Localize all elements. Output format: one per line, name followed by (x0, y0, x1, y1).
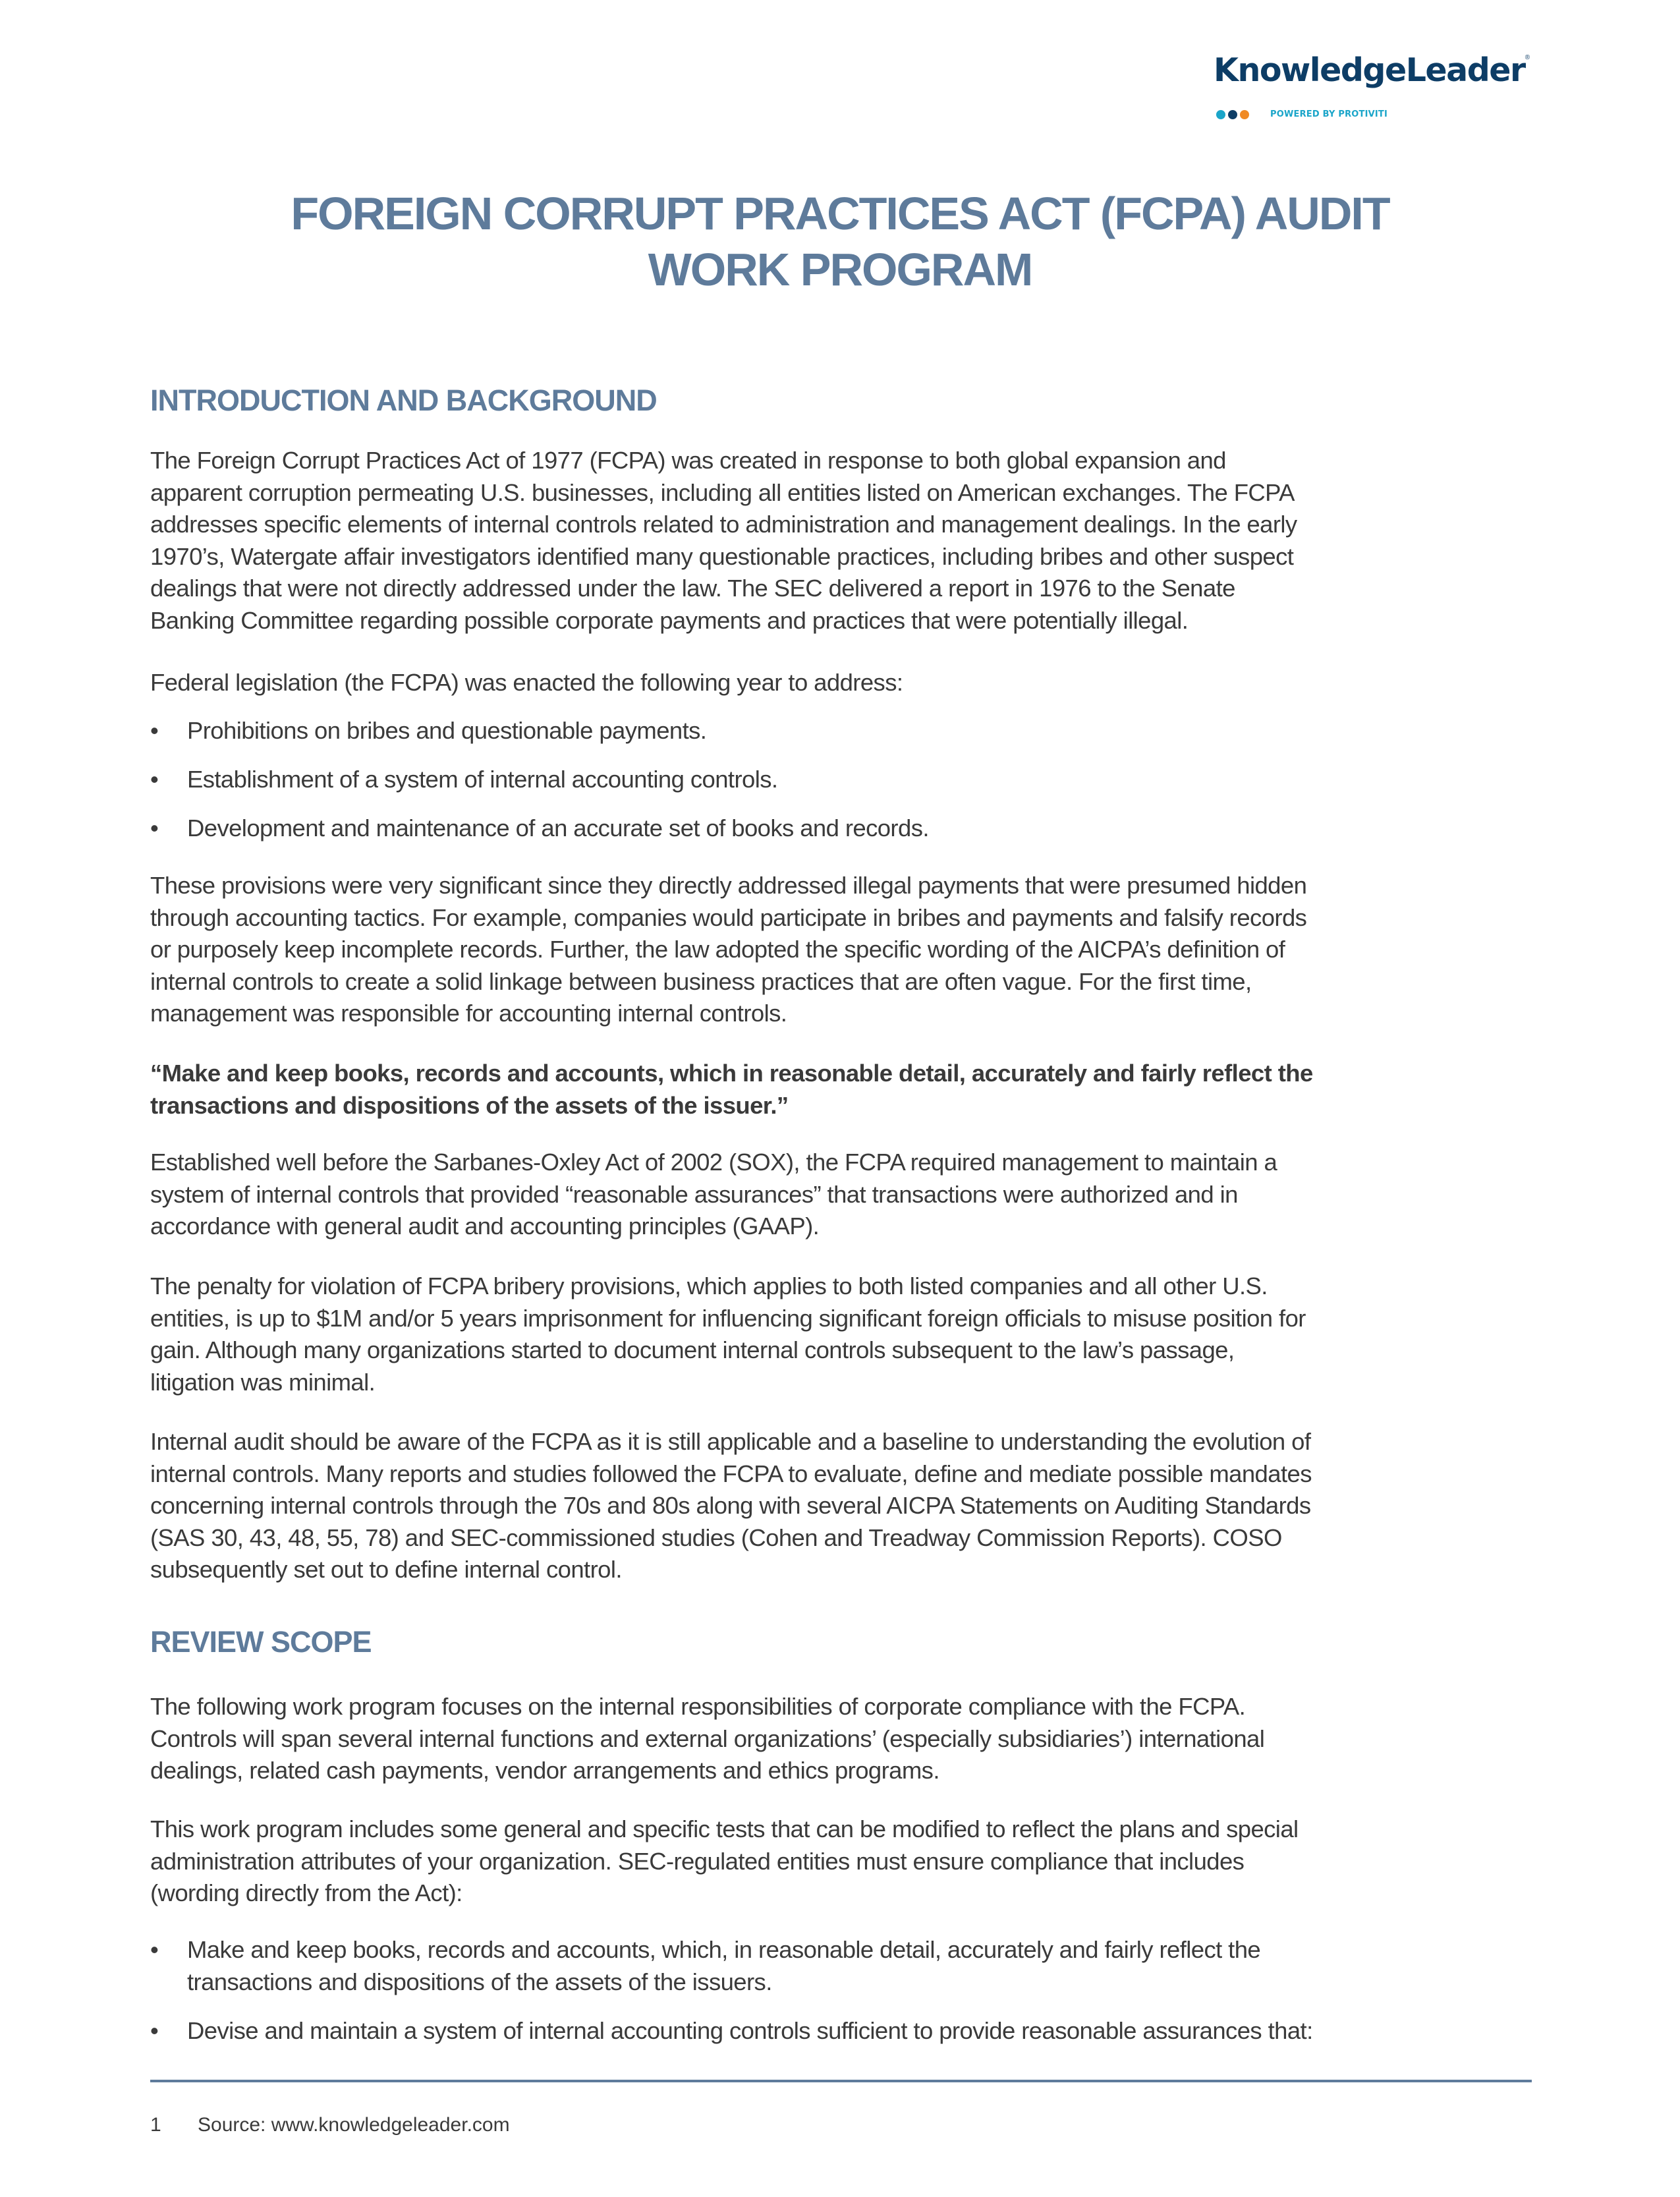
paragraph-penalty (150, 1270, 1554, 1398)
list-item: • Establishment of a system of internal accounting controls. (150, 764, 777, 796)
text-line: internal controls to create a solid linkage between business practices that are often vague. For the first time, (150, 967, 1252, 995)
section-heading-introduction: INTRODUCTION AND BACKGROUND (150, 384, 657, 417)
text-line: (SAS 30, 43, 48, 55, 78) and SEC-commissioned studies (Cohen and Treadway Commission Reports). COSO (150, 1524, 1282, 1551)
text-line: litigation was minimal. (150, 1368, 376, 1396)
paragraph-intro (150, 445, 1554, 637)
list-item: • Devise and maintain a system of internal accounting controls sufficient to provide reasonable assurances that: (150, 2015, 1313, 2047)
text-line: Established well before the Sarbanes-Oxley Act of 2002 (SOX), the FCPA required management to maintain a (150, 1149, 1277, 1176)
list-item: • Make and keep books, records and accounts, which, in reasonable detail, accurately and fairly reflect the transactions and dispositions of the assets of the issuers. (150, 1934, 1260, 1998)
text-line: Controls will span several internal functions and external organizations’ (especially subsidiaries’) international (150, 1725, 1265, 1752)
text-line: concerning internal controls through the 70s and 80s along with several AICPA Statements on Auditing Standards (150, 1492, 1311, 1519)
dot-icon-navy (1228, 110, 1237, 119)
text-line: management was responsible for accounting internal controls. (150, 1000, 787, 1027)
section-heading-review-scope: REVIEW SCOPE (150, 1625, 372, 1659)
text-line: dealings that were not directly addressed under the law. The SEC delivered a report in 1976 to the Senate (150, 575, 1235, 602)
text-line: internal controls. Many reports and studies followed the FCPA to evaluate, define and mediate possible mandates (150, 1460, 1312, 1487)
paragraph-provisions (150, 870, 1554, 1030)
bullet-icon: • (150, 766, 159, 793)
dot-icon-teal (1216, 110, 1225, 119)
paragraph-scope (150, 1691, 1554, 1787)
brand-tagline-row (1216, 109, 1387, 119)
text-line: Internal audit should be aware of the FCPA as it is still applicable and a baseline to understanding the evolution of (150, 1428, 1311, 1455)
text-line: gain. Although many organizations started to document internal controls subsequent to the law’s passage, (150, 1336, 1235, 1363)
brand-name: KnowledgeLeader (1214, 51, 1525, 89)
text-line: apparent corruption permeating U.S. businesses, including all entities listed on American exchanges. The FCPA (150, 478, 1295, 506)
page-number: 1 (150, 2114, 161, 2136)
bullet-icon: • (150, 2017, 159, 2044)
footer-source: Source: www.knowledgeleader.com (198, 2114, 510, 2136)
text-line: dealings, related cash payments, vendor arrangements and ethics programs. (150, 1757, 939, 1784)
registered-mark: ® (1525, 54, 1530, 61)
text-line: The following work program focuses on the internal responsibilities of corporate compliance with the FCPA. (150, 1693, 1246, 1720)
paragraph-work-program (150, 1813, 1554, 1910)
paragraph-internal-audit (150, 1426, 1554, 1586)
paragraph-legislation (150, 667, 1554, 699)
text-line: The Foreign Corrupt Practices Act of 1977 (FCPA) was created in response to both global expansion and (150, 447, 1226, 474)
text-line: Federal legislation (the FCPA) was enacted the following year to address: (150, 669, 903, 696)
text-line: through accounting tactics. For example, companies would participate in bribes and payments and falsify records (150, 903, 1307, 931)
quote-books-records (150, 1058, 1554, 1122)
list-item: • Development and maintenance of an accurate set of books and records. (150, 813, 929, 845)
text-line: These provisions were very significant since they directly addressed illegal payments that were presumed hidden (150, 872, 1307, 899)
text-line: This work program includes some general and specific tests that can be modified to reflect the plans and special (150, 1815, 1299, 1842)
text-line: entities, is up to $1M and/or 5 years imprisonment for influencing significant foreign officials to misuse position for (150, 1304, 1306, 1332)
page-footer (150, 2114, 510, 2136)
text-line: administration attributes of your organization. SEC-regulated entities must ensure compliance that includes (150, 1847, 1245, 1875)
text-line: transactions and dispositions of the assets of the issuer.” (150, 1091, 789, 1119)
text-line: accordance with general audit and accounting principles (GAAP). (150, 1213, 820, 1240)
paragraph-sox (150, 1147, 1554, 1243)
text-line: subsequently set out to define internal control. (150, 1556, 622, 1583)
bullet-icon: • (150, 814, 159, 842)
text-line: addresses specific elements of internal controls related to administration and management dealings. In the early (150, 511, 1297, 538)
knowledgeleader-logo (1214, 51, 1530, 89)
brand-tagline: POWERED BY PROTIVITI (1270, 109, 1388, 119)
list-item: • Prohibitions on bribes and questionable payments. (150, 715, 706, 747)
text-line: system of internal controls that provided “reasonable assurances” that transactions were authorized and in (150, 1180, 1238, 1208)
text-line: (wording directly from the Act): (150, 1879, 462, 1906)
dot-icon-orange (1240, 110, 1249, 119)
bullet-icon: • (150, 1936, 159, 1963)
text-line: 1970’s, Watergate affair investigators identified many questionable practices, including bribes and other suspect (150, 542, 1294, 570)
title-line-2: WORK PROGRAM (648, 244, 1032, 295)
document-title (0, 186, 1680, 298)
bullet-icon: • (150, 717, 159, 744)
text-line: “Make and keep books, records and accounts, which in reasonable detail, accurately and fairly reflect the (150, 1060, 1313, 1087)
footer-divider (150, 2080, 1532, 2082)
text-line: The penalty for violation of FCPA bribery provisions, which applies to both listed companies and all other U.S. (150, 1272, 1268, 1299)
title-line-1: FOREIGN CORRUPT PRACTICES ACT (FCPA) AUDIT (291, 188, 1389, 239)
text-line: or purposely keep incomplete records. Further, the law adopted the specific wording of the AICPA’s definition of (150, 936, 1285, 963)
text-line: Banking Committee regarding possible corporate payments and practices that were potentially illegal. (150, 606, 1189, 634)
